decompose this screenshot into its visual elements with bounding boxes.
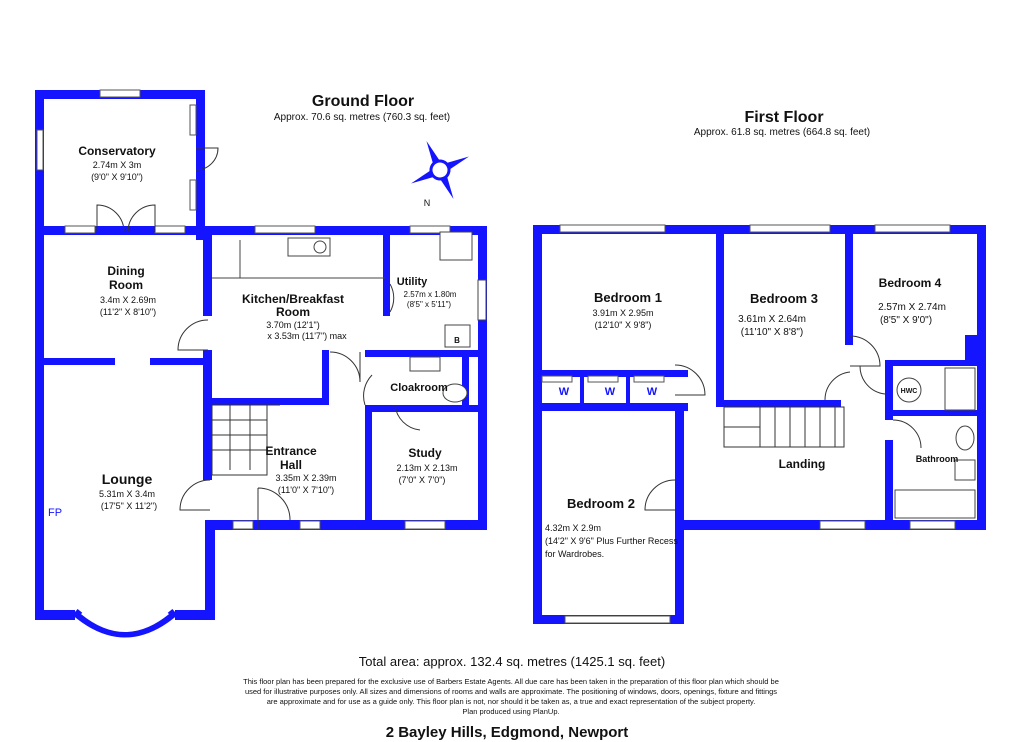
first-floor-doors [645, 336, 921, 510]
disclaimer-line-4: Plan produced using PlanUp. [462, 707, 560, 716]
disclaimer-line-3: are approximate and for use as a guide only. This floor plan is not, nor should it be taken as, a true and exact representation of the subject property. [266, 697, 756, 706]
first-floor-area: Approx. 61.8 sq. metres (664.8 sq. feet) [693, 127, 871, 138]
bathroom-name: Bathroom [915, 454, 959, 464]
hwc-label: HWC [900, 388, 918, 395]
dining-imperial: (11'2" X 8'10") [99, 307, 157, 317]
bedroom2-imperial: (14'2" X 9'6" Plus Further Recess [545, 536, 678, 546]
kitchen-dims-2: x 3.53m (11'7") max [267, 331, 347, 341]
bedroom3-imperial: (11'10" X 8'8") [740, 327, 804, 338]
entrance-hall-name-2: Hall [279, 458, 303, 472]
fireplace-label: FP [47, 507, 63, 519]
bedroom3-metric: 3.61m X 2.64m [738, 314, 806, 325]
study-name: Study [408, 446, 442, 460]
dining-name-2: Room [109, 278, 143, 292]
kitchen-dims-1: 3.70m (12'1") [266, 320, 320, 330]
kitchen-name-2: Room [276, 305, 310, 319]
compass-label: N [423, 198, 431, 208]
bedroom4-metric: 2.57m X 2.74m [878, 302, 946, 313]
conservatory-imperial: (9'0" X 9'10") [91, 172, 143, 182]
disclaimer-line-1: This floor plan has been prepared for the exclusive use of Barbers Estate Agents. All due care has been taken in the preparation of this floor plan which should be [243, 677, 779, 686]
entrance-hall-imperial: (11'0" X 7'10") [277, 485, 335, 495]
ground-floor-title: Ground Floor [311, 93, 415, 110]
conservatory-metric: 2.74m X 3m [92, 160, 142, 170]
total-area: Total area: approx. 132.4 sq. metres (1425.1 sq. feet) [358, 654, 666, 669]
utility-metric: 2.57m x 1.80m [403, 290, 457, 299]
first-floor-fixtures [724, 368, 975, 518]
utility-imperial: (8'5" x 5'11") [406, 300, 452, 309]
disclaimer-line-2: used for illustrative purposes only. All sizes and dimensions of rooms and walls are approximate. The positioning of windows, doors, openings, fixture and fittings [244, 687, 778, 696]
boiler-label: B [454, 336, 460, 345]
cloakroom-name: Cloakroom [390, 382, 448, 394]
dining-metric: 3.4m X 2.69m [99, 295, 157, 305]
wardrobe-label-2: W [604, 386, 616, 398]
entrance-hall-metric: 3.35m X 2.39m [275, 473, 337, 483]
bedroom1-metric: 3.91m X 2.95m [592, 308, 654, 318]
study-metric: 2.13m X 2.13m [396, 463, 458, 473]
bedroom2-name: Bedroom 2 [567, 496, 635, 511]
first-floor-title: First Floor [744, 109, 824, 126]
bedroom1-imperial: (12'10" X 9'8") [594, 320, 652, 330]
wardrobe-label-1: W [558, 386, 570, 398]
bedroom4-name: Bedroom 4 [878, 276, 942, 290]
study-imperial: (7'0" X 7'0") [398, 475, 446, 485]
utility-name: Utility [396, 276, 428, 288]
lounge-name: Lounge [101, 471, 153, 487]
bedroom3-name: Bedroom 3 [750, 291, 818, 306]
bedroom2-note: for Wardrobes. [545, 549, 605, 559]
lounge-metric: 5.31m X 3.4m [98, 489, 156, 499]
bedroom4-imperial: (8'5" X 9'0") [879, 315, 933, 326]
bedroom1-name: Bedroom 1 [594, 290, 662, 305]
bedroom2-metric: 4.32m X 2.9m [545, 523, 602, 533]
landing-name: Landing [778, 457, 826, 471]
ground-floor-area: Approx. 70.6 sq. metres (760.3 sq. feet) [273, 112, 451, 123]
address: 2 Bayley Hills, Edgmond, Newport [385, 724, 629, 741]
compass-icon [397, 127, 482, 212]
entrance-hall-name-1: Entrance [265, 444, 317, 458]
kitchen-name-1: Kitchen/Breakfast [241, 292, 345, 306]
dining-name-1: Dining [107, 264, 145, 278]
lounge-imperial: (17'5" X 11'2") [100, 501, 158, 511]
wardrobe-label-3: W [646, 386, 658, 398]
conservatory-name: Conservatory [78, 144, 156, 158]
